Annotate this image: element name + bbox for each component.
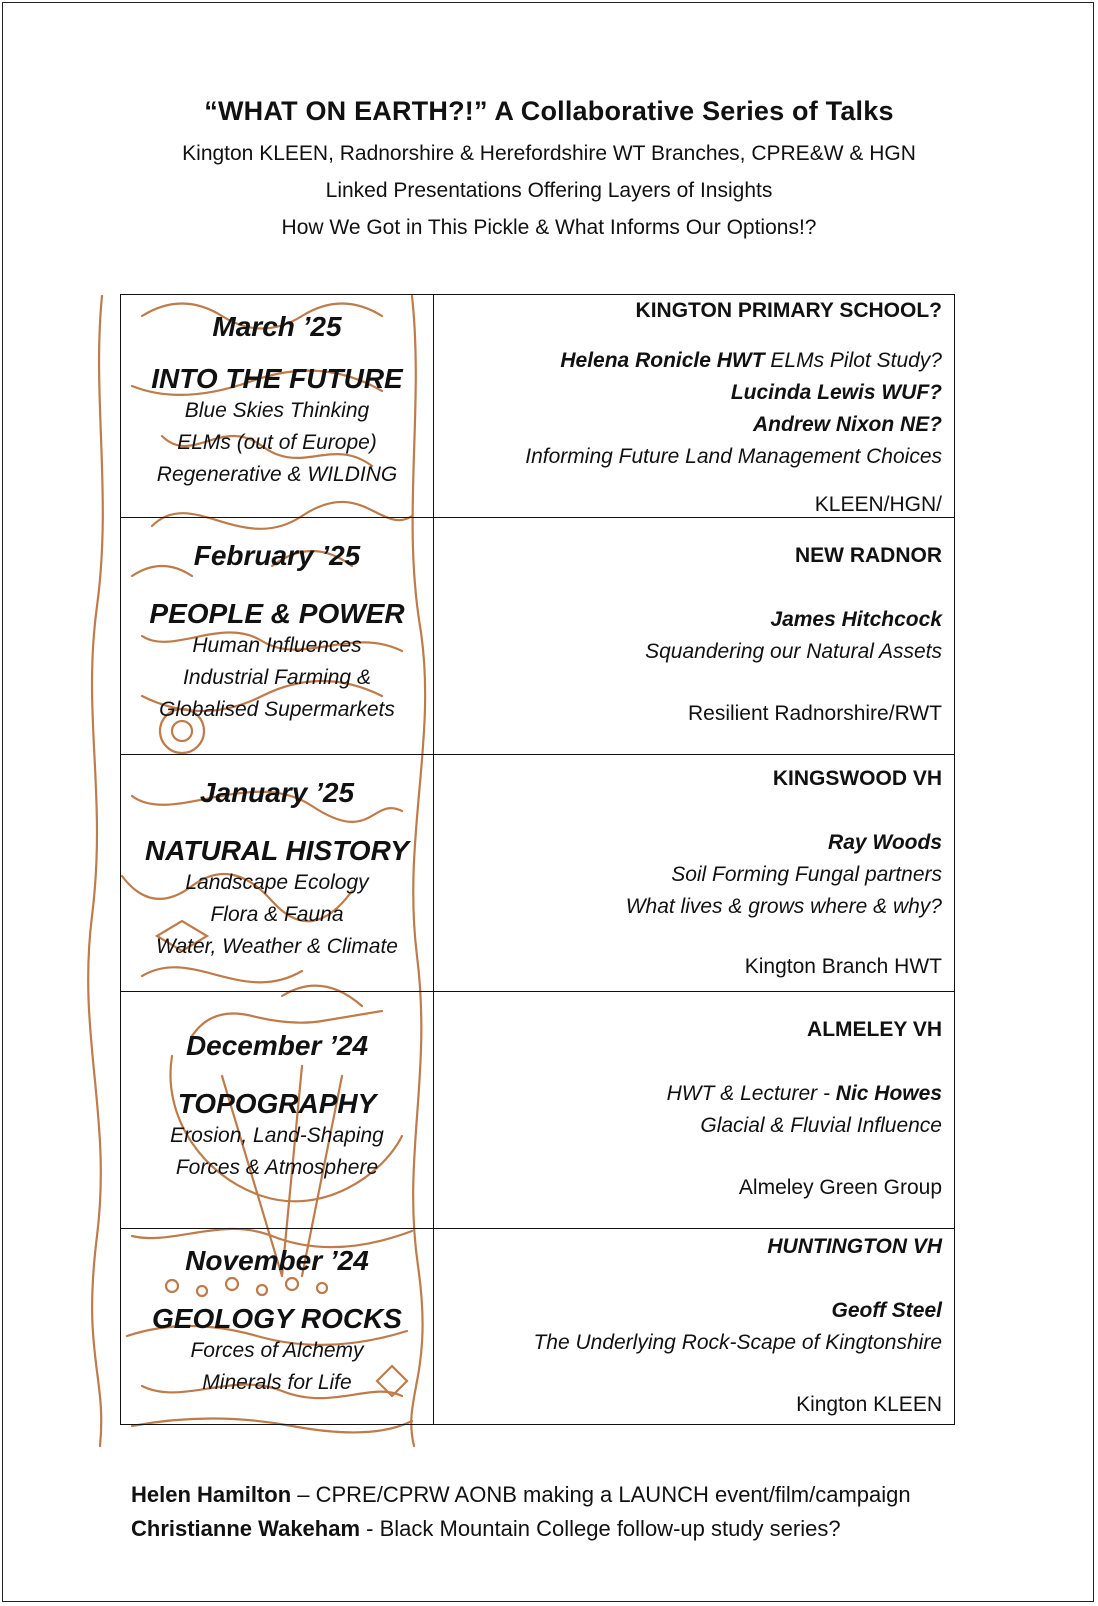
speaker xyxy=(434,345,942,377)
speaker-name: Nic Howes xyxy=(835,1082,942,1105)
details-cell xyxy=(434,755,955,992)
month-cell xyxy=(121,992,434,1229)
speaker xyxy=(434,1078,942,1110)
speaker-name: James Hitchcock xyxy=(770,608,942,631)
organiser: Kington Branch HWT xyxy=(744,955,942,978)
theme-line: Forces & Atmosphere xyxy=(175,1156,379,1179)
theme-line: Flora & Fauna xyxy=(210,903,344,926)
header xyxy=(0,96,1098,246)
month-label: January ’25 xyxy=(199,777,355,808)
theme-line: ELMs (out of Europe) xyxy=(177,431,377,454)
theme-title: NATURAL HISTORY xyxy=(145,835,409,866)
theme-title: PEOPLE & POWER xyxy=(149,598,405,629)
talks-table xyxy=(120,294,955,1425)
footer-line xyxy=(131,1512,911,1546)
theme-title: GEOLOGY ROCKS xyxy=(152,1303,402,1334)
venue: ALMELEY VH xyxy=(807,1018,942,1041)
theme-line: Minerals for Life xyxy=(202,1371,352,1394)
month-cell xyxy=(121,1229,434,1425)
theme-line: Water, Weather & Climate xyxy=(156,935,398,958)
page-title: “WHAT ON EARTH?!” A Collaborative Series of Talks xyxy=(204,96,894,126)
theme-line: Erosion, Land-Shaping xyxy=(170,1124,384,1147)
month-label: November ’24 xyxy=(185,1245,369,1276)
talk-topic: Informing Future Land Management Choices xyxy=(525,445,942,468)
table-row xyxy=(121,295,955,518)
organiser: Resilient Radnorshire/RWT xyxy=(687,702,942,725)
footer-name: Helen Hamilton xyxy=(131,1482,292,1507)
theme-line: Industrial Farming & xyxy=(183,666,371,689)
theme-line: Regenerative & WILDING xyxy=(156,463,398,486)
talk-topic: Squandering our Natural Assets xyxy=(645,640,942,663)
subtitle-linked: Linked Presentations Offering Layers of Insights xyxy=(325,179,773,202)
speaker-role: HWT & Lecturer - xyxy=(666,1082,836,1105)
subtitle-organisers: Kington KLEEN, Radnorshire & Herefordshire WT Branches, CPRE&W & HGN xyxy=(182,142,916,165)
table-row xyxy=(121,992,955,1229)
speaker-name: Geoff Steel xyxy=(831,1299,942,1322)
theme-line: Blue Skies Thinking xyxy=(184,399,370,422)
talk-topic: Soil Forming Fungal partners xyxy=(671,863,942,886)
organiser: Almeley Green Group xyxy=(738,1176,942,1199)
organiser: KLEEN/HGN/ xyxy=(814,493,942,516)
footer-notes xyxy=(131,1478,911,1546)
footer-text: – CPRE/CPRW AONB making a LAUNCH event/film/campaign xyxy=(291,1482,911,1507)
speaker-name: Andrew Nixon NE? xyxy=(752,413,942,436)
venue: NEW RADNOR xyxy=(795,544,942,567)
theme-line: Landscape Ecology xyxy=(185,871,369,894)
theme-title: TOPOGRAPHY xyxy=(177,1088,377,1119)
speaker-name: Ray Woods xyxy=(828,831,942,854)
table-row xyxy=(121,518,955,755)
theme-line: Forces of Alchemy xyxy=(190,1339,364,1362)
organiser: Kington KLEEN xyxy=(796,1393,942,1416)
footer-line xyxy=(131,1478,911,1512)
talk-topic: Glacial & Fluvial Influence xyxy=(700,1114,942,1137)
subtitle-question: How We Got in This Pickle & What Informs Our Options!? xyxy=(281,216,817,239)
speaker-name: Lucinda Lewis WUF? xyxy=(730,381,942,404)
month-label: December ’24 xyxy=(185,1030,369,1061)
table-row xyxy=(121,755,955,992)
venue: HUNTINGTON VH xyxy=(767,1235,942,1258)
speaker-topic: ELMs Pilot Study? xyxy=(764,349,942,372)
details-cell xyxy=(434,1229,955,1425)
theme-line: Human Influences xyxy=(192,634,362,657)
details-cell xyxy=(434,992,955,1229)
details-cell xyxy=(434,295,955,518)
venue: KINGTON PRIMARY SCHOOL? xyxy=(635,299,942,322)
month-label: February ’25 xyxy=(193,540,361,571)
details-cell xyxy=(434,518,955,755)
month-cell xyxy=(121,518,434,755)
talk-topic: What lives & grows where & why? xyxy=(625,895,942,918)
venue: KINGSWOOD VH xyxy=(772,767,942,790)
table-row xyxy=(121,1229,955,1425)
speaker-name: Helena Ronicle HWT xyxy=(560,349,765,372)
talk-topic: The Underlying Rock-Scape of Kingtonshire xyxy=(533,1331,942,1354)
footer-name: Christianne Wakeham xyxy=(131,1516,361,1541)
month-label: March ’25 xyxy=(212,311,342,342)
theme-title: INTO THE FUTURE xyxy=(151,363,403,394)
footer-text: - Black Mountain College follow-up study series? xyxy=(360,1516,841,1541)
month-cell xyxy=(121,755,434,992)
month-cell xyxy=(121,295,434,518)
theme-line: Globalised Supermarkets xyxy=(159,698,395,721)
